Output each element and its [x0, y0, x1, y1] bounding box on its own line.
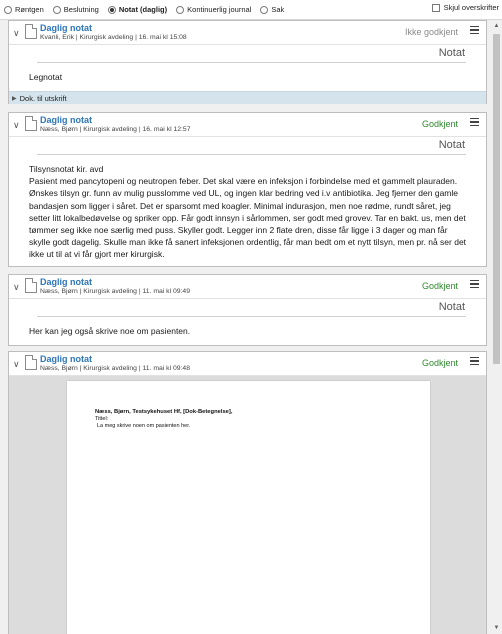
- scrollbar-thumb[interactable]: [493, 34, 500, 364]
- note-title[interactable]: Daglig notat: [40, 354, 92, 364]
- expand-triangle-icon: ▶: [12, 95, 17, 102]
- preview-header: Næss, Bjørn, Testsykehuset Hf, [Dok-Betegnelse],: [95, 409, 233, 415]
- vertical-scrollbar[interactable]: [492, 22, 501, 632]
- status-badge: Godkjent: [421, 119, 458, 129]
- note-meta: Næss, Bjørn | Kirurgisk avdeling | 11. mai kl 09:48: [40, 365, 190, 372]
- hamburger-menu-icon[interactable]: [470, 118, 479, 127]
- note-paragraph: Her kan jeg også skrive noe om pasienten.: [29, 326, 191, 336]
- note-card-4: [8, 351, 487, 634]
- document-icon: [25, 278, 37, 293]
- filter-sak[interactable]: Sak: [260, 5, 284, 14]
- document-icon: [25, 24, 37, 39]
- chevron-down-icon[interactable]: ∨: [13, 282, 20, 292]
- note-card-2: [8, 112, 487, 267]
- note-header: [9, 21, 486, 45]
- note-body: [9, 137, 486, 267]
- note-text: [29, 71, 468, 83]
- note-title[interactable]: Daglig notat: [40, 23, 92, 33]
- divider: [37, 316, 466, 317]
- note-title[interactable]: Daglig notat: [40, 115, 92, 125]
- filter-kontinuerlig-journal[interactable]: Kontinuerlig journal: [176, 5, 251, 14]
- hamburger-menu-icon[interactable]: [470, 357, 479, 366]
- radio-icon: [260, 6, 268, 14]
- document-icon: [25, 355, 37, 370]
- hamburger-menu-icon[interactable]: [470, 26, 479, 35]
- note-header: [9, 352, 486, 376]
- note-meta: Kvanli, Erik | Kirurgisk avdeling | 16. mai kl 15:08: [40, 34, 187, 41]
- preview-body: La meg skrive noen om pasienten her.: [97, 423, 191, 429]
- radio-icon: [53, 6, 61, 14]
- chevron-down-icon[interactable]: ∨: [13, 359, 20, 369]
- note-text: [29, 163, 468, 261]
- note-body: [9, 45, 486, 104]
- note-card-3: [8, 274, 487, 346]
- filter-rontgen[interactable]: Røntgen: [4, 5, 44, 14]
- note-meta: Næss, Bjørn | Kirurgisk avdeling | 11. mai kl 09:49: [40, 288, 190, 295]
- hide-headers-checkbox[interactable]: Skjul overskrifter: [432, 3, 499, 12]
- filter-notat-daglig[interactable]: Notat (daglig): [108, 5, 167, 14]
- document-preview: [9, 376, 486, 634]
- filter-beslutning[interactable]: Beslutning: [53, 5, 99, 14]
- note-title[interactable]: Daglig notat: [40, 277, 92, 287]
- document-icon: [25, 116, 37, 131]
- chevron-down-icon[interactable]: ∨: [13, 120, 20, 130]
- scroll-down-icon[interactable]: ▼: [493, 625, 500, 631]
- divider: [37, 62, 466, 63]
- preview-page: [67, 381, 430, 634]
- section-label: Notat: [438, 47, 465, 59]
- status-badge: Godkjent: [421, 281, 458, 291]
- scroll-up-icon[interactable]: ▲: [493, 23, 500, 29]
- checkbox-icon: [432, 4, 440, 12]
- status-badge: Ikke godkjent: [404, 27, 458, 37]
- note-header: [9, 113, 486, 137]
- radio-icon: [176, 6, 184, 14]
- radio-selected-icon: [108, 6, 116, 14]
- note-paragraph: Pasient med pancytopeni og neutropen feber. Det skal være en infeksjon i forbindelse med et gammelt plauraden. Ønskes tilsyn gr. funn av mulig pusslomme ved UL, og ingen klar bedring ved i.v antibiotika. Jeg fjerner den gamle bandasjen som ligger i såret. Det er sparsomt med koagler. Minimal indurasjon, men noe rødme, rundt såret, jeg setter litt lokalbedøvelse og spriker opp. Får godt innsyn i sårlommen, ser godt med grovev. Tar en bakt. us, men det tømmer seg ikke noe særlig med puss. Skyller godt. Legger inn 2 flate dren, disse får ligge i 3 dager og man får skylle godt dagelig. Skulle man ikke få sanert infeksjonen ordentlig, får man bedt om et nytt tilsyn, men pr. nå ser det ikke ut til at vi får gjort mer kirurgisk.: [29, 176, 467, 260]
- note-type-filter-bar: [0, 0, 502, 19]
- chevron-down-icon[interactable]: ∨: [13, 28, 20, 38]
- section-label: Notat: [438, 139, 465, 151]
- preview-title-label: Tittel:: [95, 416, 109, 422]
- note-card-1: [8, 20, 487, 104]
- note-paragraph: Tilsynsnotat kir. avd: [29, 164, 104, 174]
- hamburger-menu-icon[interactable]: [470, 280, 479, 289]
- note-header: [9, 275, 486, 299]
- divider: [37, 154, 466, 155]
- note-body: [9, 299, 486, 346]
- print-document-bar[interactable]: ▶ Dok. til utskrift: [9, 91, 486, 104]
- radio-icon: [4, 6, 12, 14]
- note-text: [29, 325, 468, 337]
- section-label: Notat: [438, 301, 465, 313]
- status-badge: Godkjent: [421, 358, 458, 368]
- note-paragraph: Legnotat: [29, 72, 63, 82]
- note-meta: Næss, Bjørn | Kirurgisk avdeling | 16. mai kl 12:57: [40, 126, 191, 133]
